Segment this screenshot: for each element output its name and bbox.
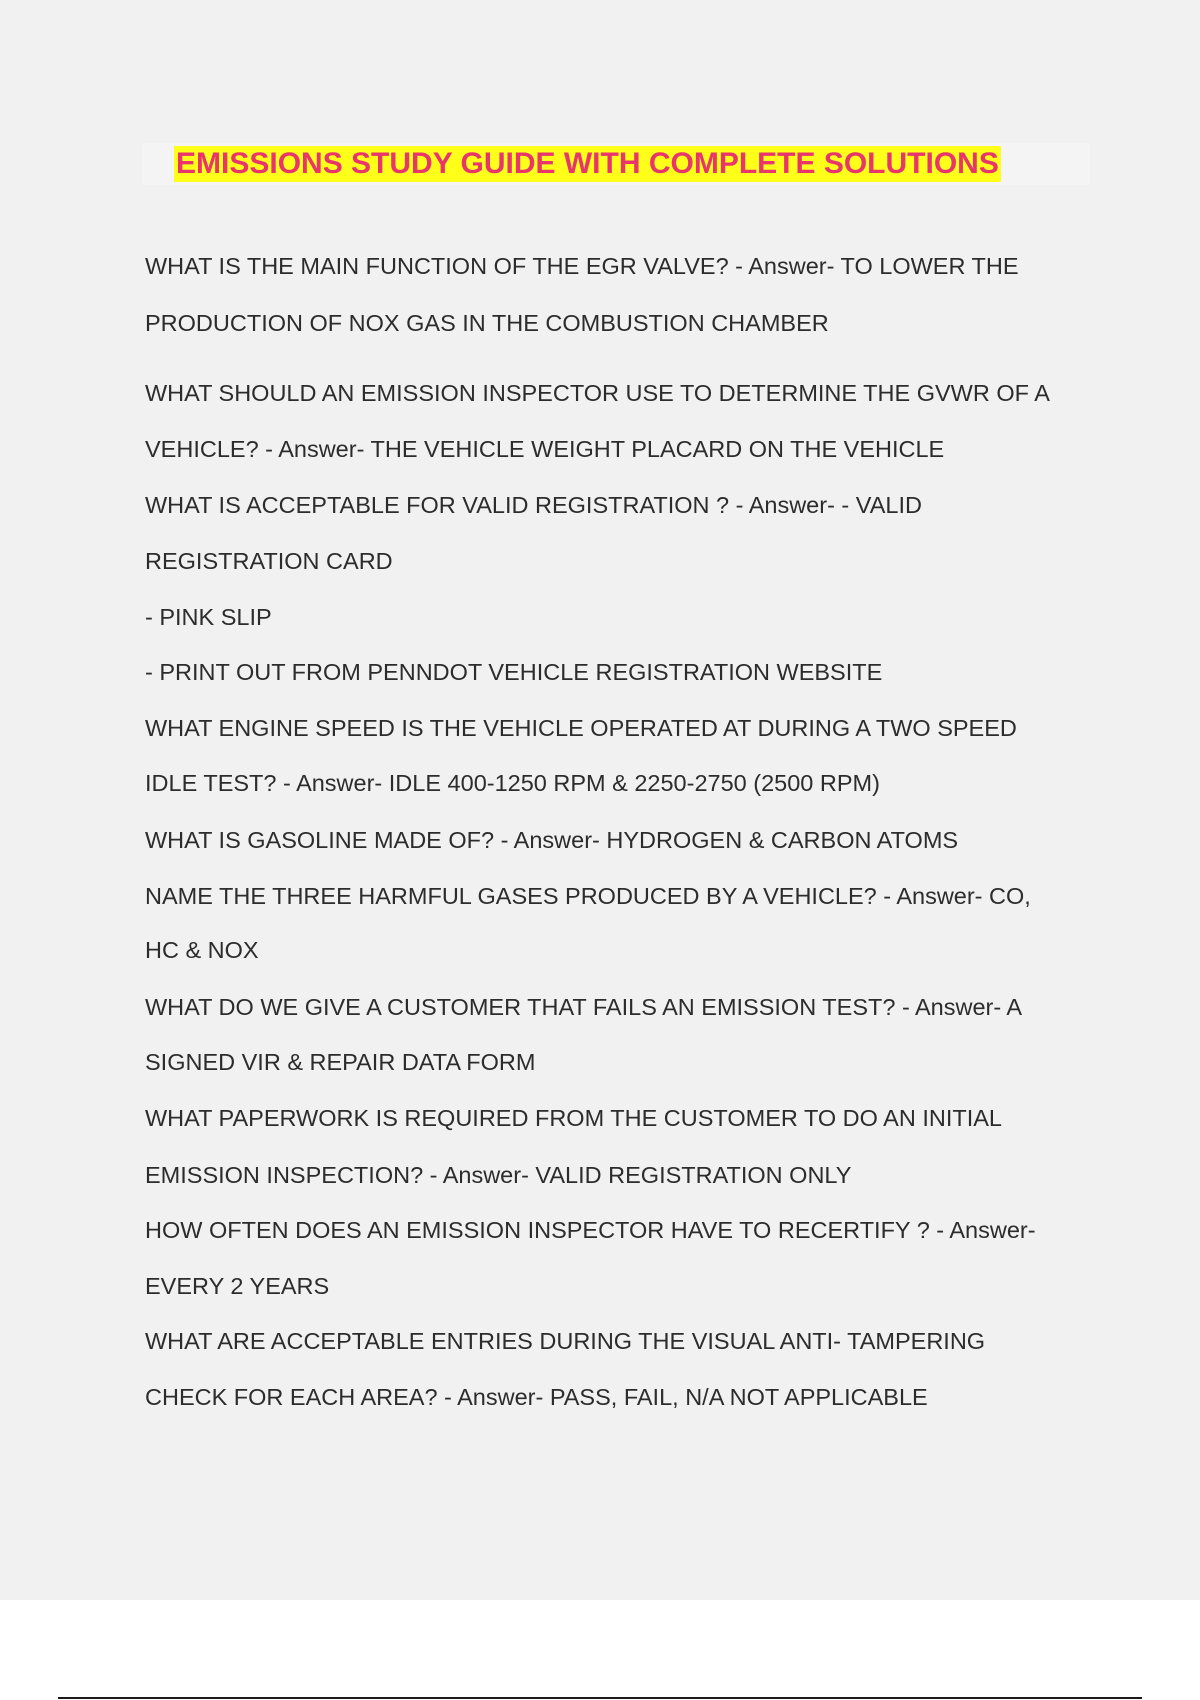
text-line: VEHICLE? - Answer- THE VEHICLE WEIGHT PLACARD ON THE VEHICLE (145, 436, 945, 462)
text-line: EMISSION INSPECTION? - Answer- VALID REGISTRATION ONLY (145, 1162, 852, 1188)
text-line: IDLE TEST? - Answer- IDLE 400-1250 RPM & 2250-2750 (2500 RPM) (145, 770, 880, 796)
text-line: PRODUCTION OF NOX GAS IN THE COMBUSTION CHAMBER (145, 310, 829, 336)
text-line: WHAT DO WE GIVE A CUSTOMER THAT FAILS AN EMISSION TEST? - Answer- A (145, 994, 1023, 1020)
document-title: EMISSIONS STUDY GUIDE WITH COMPLETE SOLUTIONS (176, 147, 999, 180)
text-line: WHAT IS GASOLINE MADE OF? - Answer- HYDROGEN & CARBON ATOMS (145, 827, 959, 853)
text-line: WHAT SHOULD AN EMISSION INSPECTOR USE TO DETERMINE THE GVWR OF A (145, 380, 1050, 406)
footer-divider (58, 1697, 1142, 1699)
text-line: EVERY 2 YEARS (145, 1273, 330, 1299)
text-line: WHAT PAPERWORK IS REQUIRED FROM THE CUSTOMER TO DO AN INITIAL (145, 1105, 1002, 1131)
text-line: - PRINT OUT FROM PENNDOT VEHICLE REGISTRATION WEBSITE (145, 659, 883, 685)
text-line: NAME THE THREE HARMFUL GASES PRODUCED BY A VEHICLE? - Answer- CO, (145, 883, 1031, 909)
text-line: WHAT ENGINE SPEED IS THE VEHICLE OPERATED AT DURING A TWO SPEED (145, 715, 1017, 741)
text-line: HOW OFTEN DOES AN EMISSION INSPECTOR HAVE TO RECERTIFY ? - Answer- (145, 1217, 1036, 1243)
text-line: WHAT ARE ACCEPTABLE ENTRIES DURING THE VISUAL ANTI- TAMPERING (145, 1328, 986, 1354)
text-line: WHAT IS THE MAIN FUNCTION OF THE EGR VALVE? - Answer- TO LOWER THE (145, 253, 1019, 279)
text-line: WHAT IS ACCEPTABLE FOR VALID REGISTRATION ? - Answer- - VALID (145, 492, 922, 518)
text-line: SIGNED VIR & REPAIR DATA FORM (145, 1049, 536, 1075)
text-line: CHECK FOR EACH AREA? - Answer- PASS, FAIL, N/A NOT APPLICABLE (145, 1384, 928, 1410)
text-line: - PINK SLIP (145, 604, 272, 630)
text-line: HC & NOX (145, 937, 259, 963)
text-line: REGISTRATION CARD (145, 548, 393, 574)
